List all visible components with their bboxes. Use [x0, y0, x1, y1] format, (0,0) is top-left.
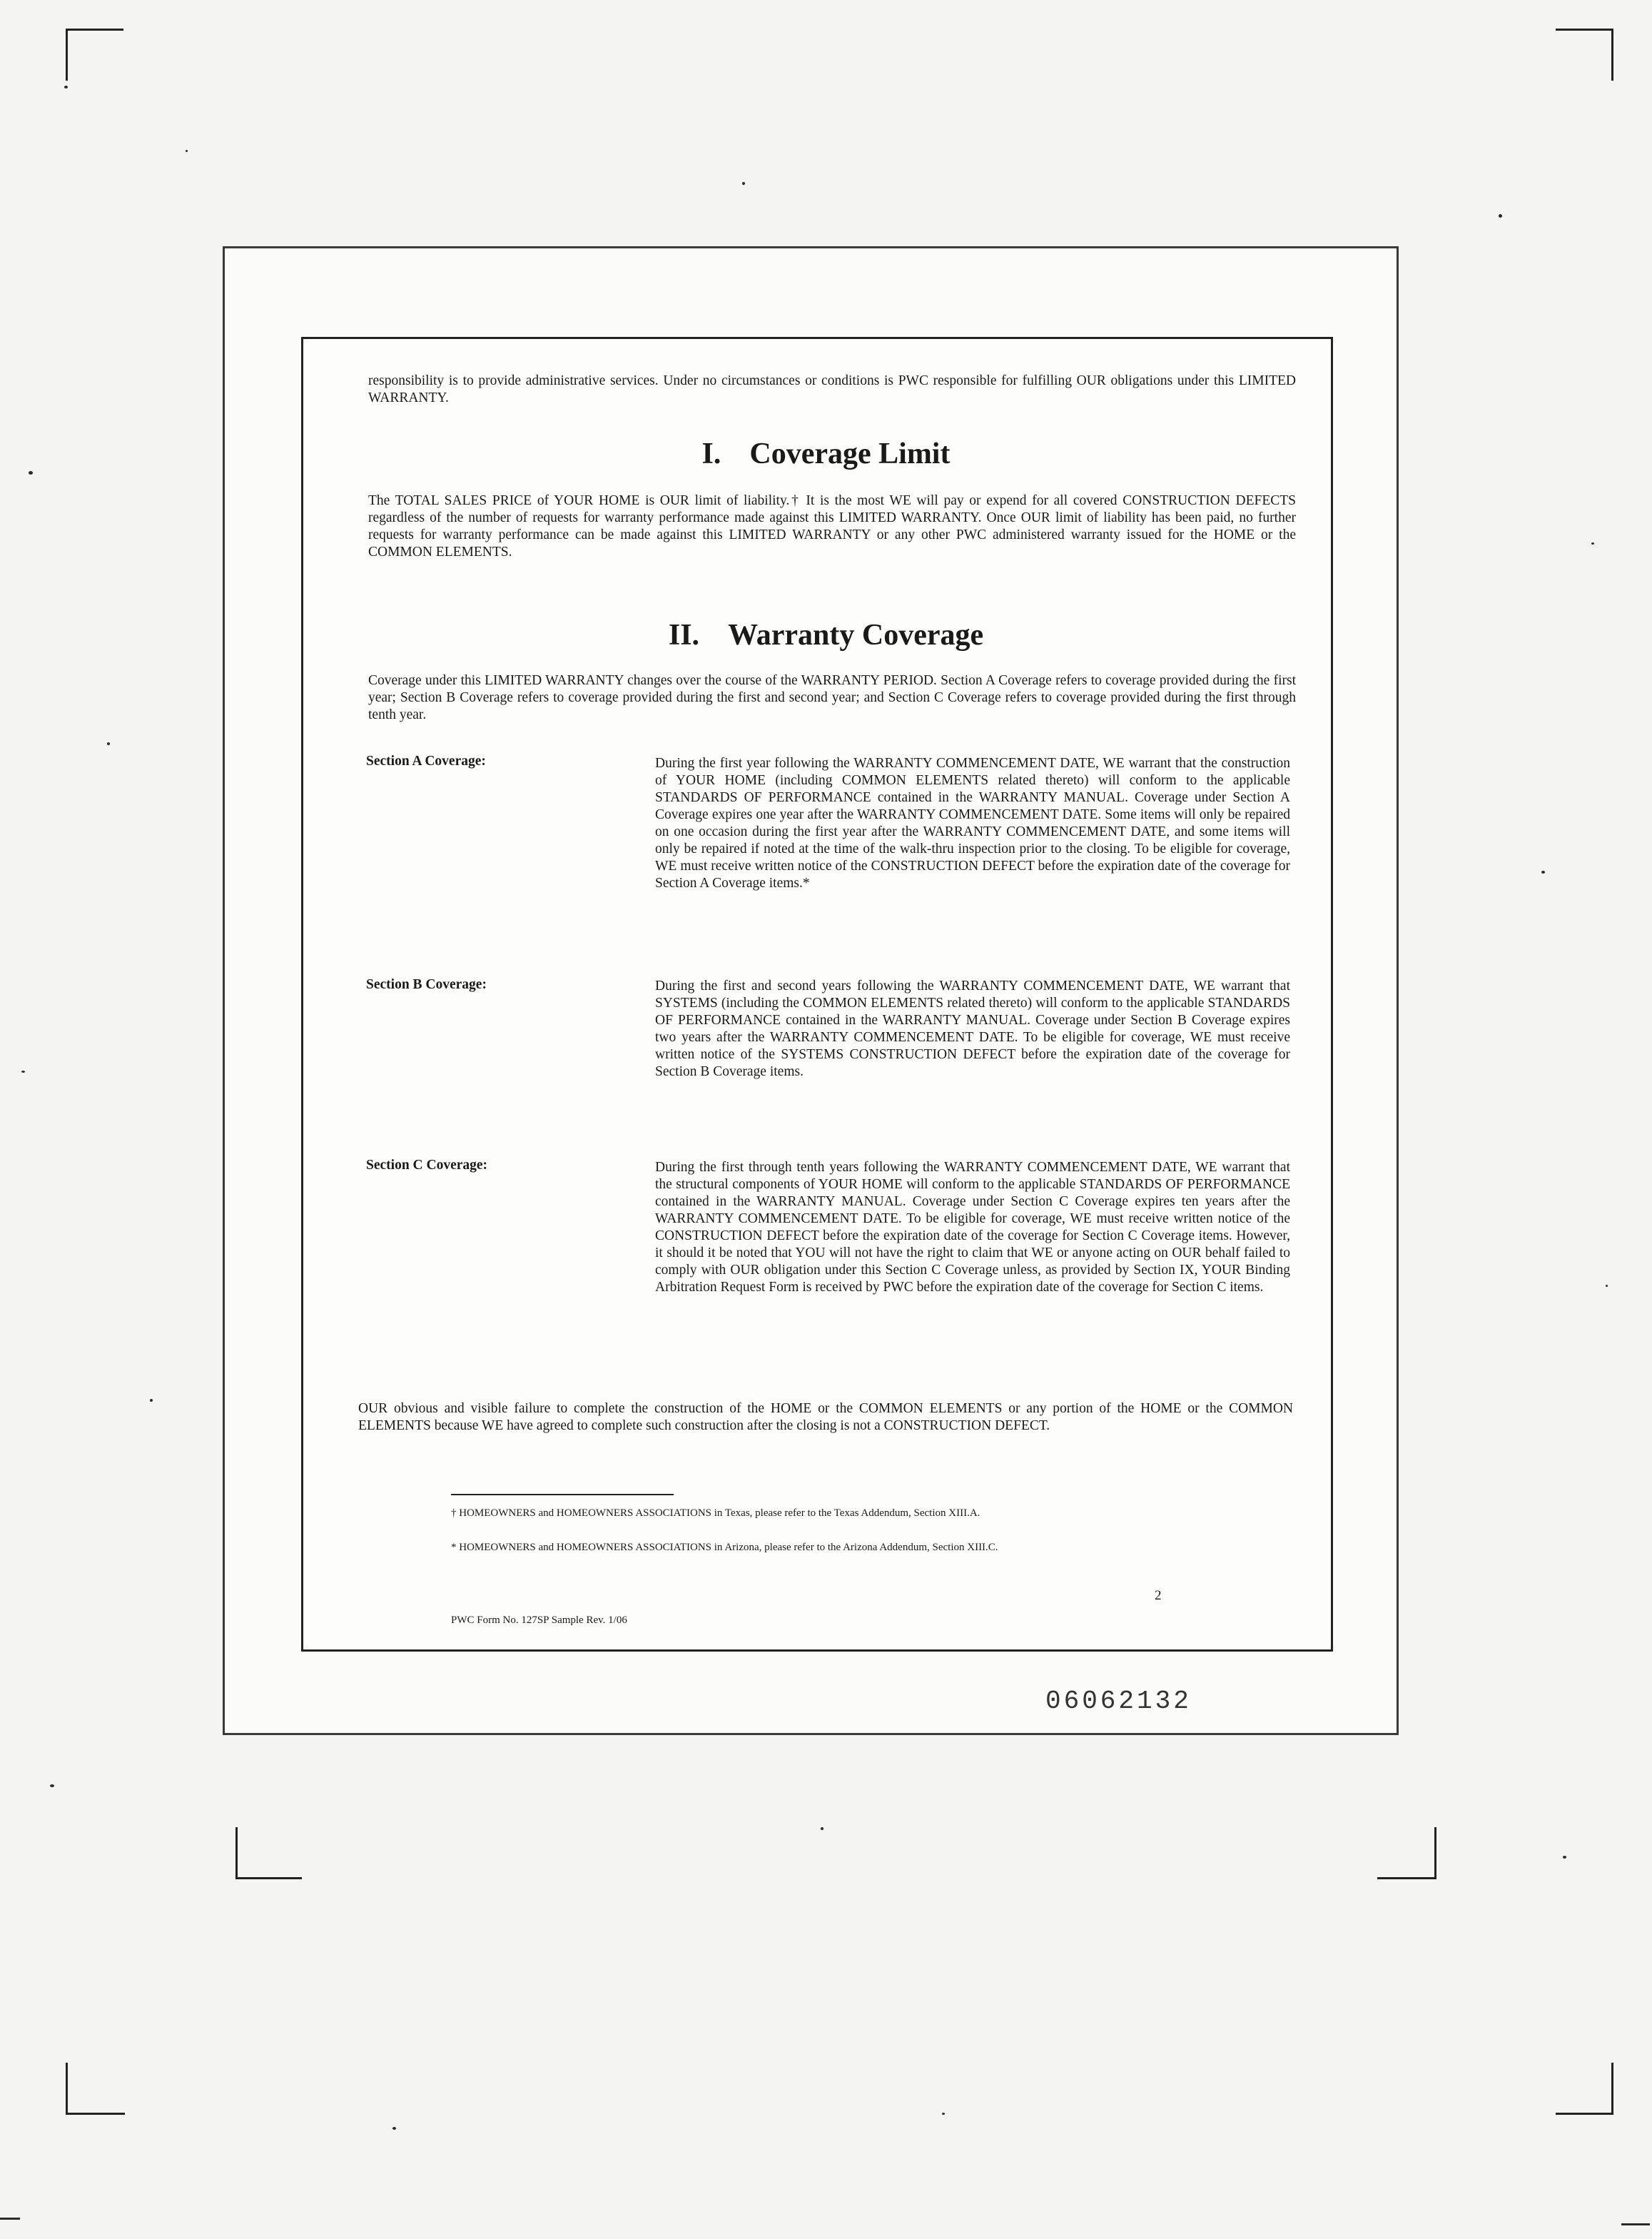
- section-2-number: II.: [668, 619, 700, 652]
- crop-mark-bottom-right: [1556, 2063, 1613, 2115]
- crop-mark-mid-right: [1377, 1827, 1436, 1879]
- section-2-title: Warranty Coverage: [728, 619, 984, 652]
- footnote-texas: † HOMEOWNERS and HOMEOWNERS ASSOCIATIONS in Texas, please refer to the Texas Addendum, Section XIII.A.: [451, 1507, 980, 1519]
- footnote-arizona: * HOMEOWNERS and HOMEOWNERS ASSOCIATIONS in Arizona, please refer to the Arizona Addendum, Section XIII.C.: [451, 1542, 998, 1553]
- coverage-limit-paragraph: The TOTAL SALES PRICE of YOUR HOME is OUR limit of liability.† It is the most WE will pay or expend for all covered CONSTRUCTION DEFECTS regardless of the number of requests for warranty performance made against this LIMITED WARRANTY. Once OUR limit of liability has been paid, no further requests for warranty performance can be made against this LIMITED WARRANTY or any other PWC administered warranty issued for the HOME or the COMMON ELEMENTS.: [368, 493, 1296, 560]
- crop-mark-bottom-left: [66, 2063, 125, 2115]
- section-b-text: During the first and second years following the WARRANTY COMMENCEMENT DATE, WE warrant that SYSTEMS (including the COMMON ELEMENTS related thereto) will conform to the applicable STANDARDS OF PERFORMANCE contained in the WARRANTY MANUAL. Coverage under Section B Coverage expires two years after the WARRANTY COMMENCEMENT DATE. To be eligible for coverage, WE must receive written notice of the SYSTEMS CONSTRUCTION DEFECT before the expiration date of the coverage for Section B Coverage items.: [655, 979, 1290, 1079]
- section-b-label: Section B Coverage:: [366, 977, 487, 992]
- section-2-heading: [0, 618, 1652, 652]
- section-1-title: Coverage Limit: [749, 438, 951, 470]
- warranty-coverage-intro: Coverage under this LIMITED WARRANTY changes over the course of the WARRANTY PERIOD. Section A Coverage refers to coverage provided during the first year; Section B Coverage refers to coverage provided during the first and second year; and Section C Coverage refers to coverage provided during the first through tenth year.: [368, 673, 1296, 722]
- section-c-label: Section C Coverage:: [366, 1158, 488, 1173]
- bates-stamp: 06062132: [1045, 1687, 1192, 1716]
- section-c-text: During the first through tenth years following the WARRANTY COMMENCEMENT DATE, WE warrant that the structural components of YOUR HOME will conform to the applicable STANDARDS OF PERFORMANCE contained in the WARRANTY MANUAL. Coverage under Section C Coverage expires ten years after the WARRANTY COMMENCEMENT DATE. To be eligible for coverage, WE must receive written notice of the CONSTRUCTION DEFECT before the expiration date of the coverage for Section C Coverage items. However, it should it be noted that YOU will not have the right to claim that WE or anyone acting on OUR behalf failed to comply with OUR obligation under this Section C Coverage unless, as provided by Section IX, YOUR Binding Arbitration Request Form is received by PWC before the expiration date of the coverage for Section C items.: [655, 1160, 1290, 1295]
- section-1-heading: [0, 437, 1652, 471]
- continuation-paragraph: responsibility is to provide administrative services. Under no circumstances or conditions is PWC responsible for fulfilling OUR obligations under this LIMITED WARRANTY.: [368, 373, 1296, 405]
- section-a-text: During the first year following the WARRANTY COMMENCEMENT DATE, WE warrant that the construction of YOUR HOME (including COMMON ELEMENTS related thereto) will conform to the applicable STANDARDS OF PERFORMANCE contained in the WARRANTY MANUAL. Coverage under Section A Coverage expires one year after the WARRANTY COMMENCEMENT DATE. Some items will only be repaired on one occasion during the first year after the WARRANTY COMMENCEMENT DATE, and some items will only be repaired if noted at the time of the walk-thru inspection prior to the closing. To be eligible for coverage, WE must receive written notice of the CONSTRUCTION DEFECT before the expiration date of the coverage for Section A Coverage items.*: [655, 756, 1290, 891]
- section-1-number: I.: [701, 438, 721, 470]
- closing-paragraph: OUR obvious and visible failure to complete the construction of the HOME or the COMMON ELEMENTS or any portion of the HOME or the COMMON ELEMENTS because WE have agreed to complete such construction after the closing is not a CONSTRUCTION DEFECT.: [358, 1401, 1293, 1433]
- section-a-label: Section A Coverage:: [366, 754, 486, 769]
- crop-mark-top-right: [1556, 29, 1613, 81]
- crop-mark-top-left: [66, 29, 123, 81]
- form-number: PWC Form No. 127SP Sample Rev. 1/06: [451, 1614, 627, 1626]
- crop-mark-mid-left: [235, 1827, 302, 1879]
- footnote-rule: [451, 1494, 674, 1495]
- page-number: 2: [1155, 1588, 1162, 1603]
